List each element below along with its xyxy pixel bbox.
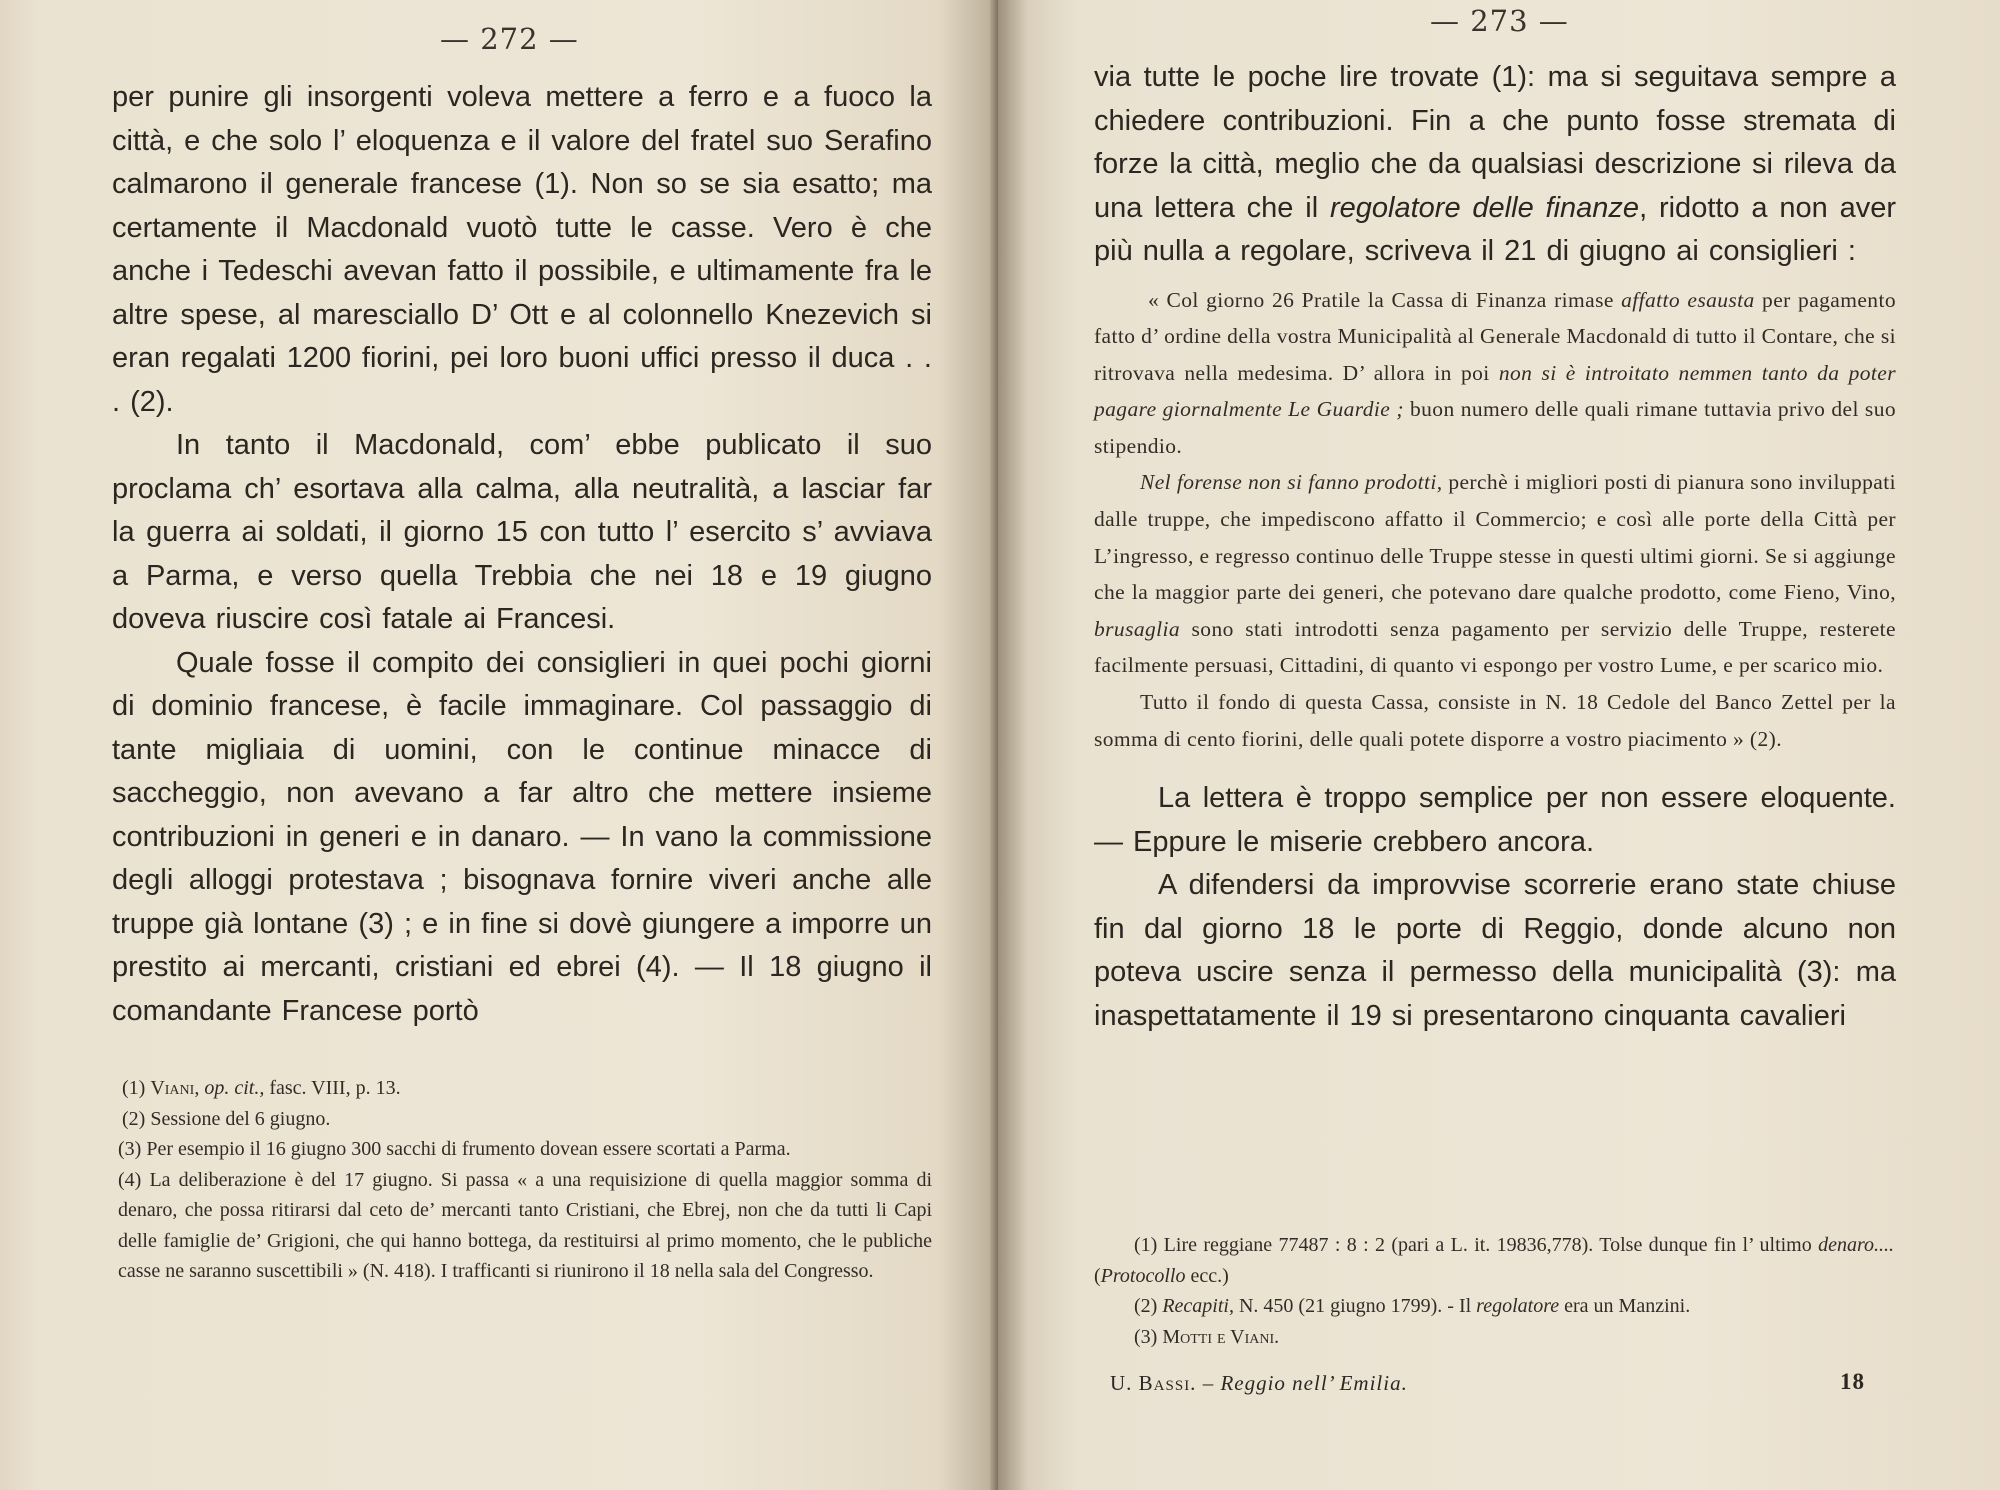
body-paragraph: A difendersi da improvvise scorrerie erano state chiuse fin dal giorno 18 le porte di Reggio, donde alcuno non poteva uscire senza il permesso della municipalità (3): ma inaspettatamente il 19 si presentarono cinquanta cavalieri [1094,869,1896,1032]
footnotes-left [118,1073,933,1287]
page-number-left: — 272 — [440,22,579,56]
body-paragraph: In tanto il Macdonald, com’ ebbe publicato il suo proclama ch’ esortava alla calma, alla neutralità, a lasciar far la guerra ai soldati, il giorno 15 con tutto l’ esercito s’ avviava a Parma, e verso quella Trebbia che nei 18 e 19 giugno doveva riuscire così fatale ai Francesi. [112,429,932,635]
text-run: perchè i migliori posti di pianura sono inviluppati dalle truppe, che impediscono affatto il Commercio; e così alle porte della Città per L’ingresso, e regresso continuo delle Truppe stesse in questi ultimi giorni. Se si aggiunge che la maggior parte dei generi, che potevano dare qualche prodotto, come Fieno, Vino, [1094,470,1896,605]
footnote-number: (2) [1134,1295,1158,1317]
spacer [1094,757,1896,777]
italic-run: regolatore [1476,1295,1560,1317]
page-number-right: — 273 — [1430,4,1569,38]
text-run: per pagamento fatto d’ ordine della vostra Municipalità al Generale Macdonald di tutto il Contare, che si ritrovava nella medesima. D’ allora in poi [1094,287,1896,385]
footnote-number: (3) [1134,1325,1158,1348]
right-page-body [1094,56,1896,1038]
italic-run: brusaglia [1094,616,1181,641]
footnote [122,1073,932,1104]
italic-run: denaro.... [1818,1234,1894,1256]
signature-mark: 18 [1840,1369,1865,1394]
footnote [1094,1291,1894,1322]
italic-run: Nel forense non si fanno prodotti, [1140,470,1443,495]
text-run: era un Manzini. [1559,1295,1691,1317]
footnote-number: (1) [1134,1234,1158,1256]
text-run: N. 450 (21 giugno 1799). - Il [1233,1295,1477,1317]
footnote [118,1165,932,1287]
body-paragraph: per punire gli insorgenti voleva mettere a ferro e a fuoco la città, e che solo l’ eloquenza e il valore del fratel suo Serafino calmarono il generale francese (1). Non so se sia esatto; ma certamente il Macdonald vuotò tutte le casse. Vero è che anche i Tedeschi avevan fatto il possibile, e ultimamente fra le altre spese, al maresciallo D’ Ott e al colonnello Knezevich si eran regalati 1200 fiorini, pei loro buoni uffici presso il duca . . . (2). [112,81,932,418]
italic-run: Protocollo [1100,1264,1186,1287]
running-foot [1110,1369,1865,1396]
running-foot-title: Reggio nell’ Emilia. [1220,1371,1408,1395]
italic-run: affatto esausta [1621,287,1755,312]
italic-run: Recapiti, [1162,1295,1234,1317]
text-run: via tutte le poche lire trovate (1): ma si seguitava sempre a chiedere contribuzioni. Fin a che punto fosse stremata di forze la città, meglio che da qualsiasi descrizione si rileva da una lettera che il [1094,61,1896,224]
footnote-author: Viani, [150,1077,200,1099]
text-run: Lire reggiane 77487 : 8 : 2 (pari a L. it. 19836,778). Tolse dunque fin l’ ultimo [1163,1234,1819,1256]
text-run: ( [1094,1264,1101,1287]
footnote-text: La deliberazione è del 17 giugno. Si passa « a una requisizione di quella maggior somma di denaro, che possa ritirarsi dal ceto de’ mercanti tanto Cristiani, che Ebrej, non che da tutti li Capi delle famiglie de’ Grigioni, che qui hanno bottega, da restituirsi al primo momento, che le publiche casse ne saranno suscettibili » (N. 418). I trafficanti si riunirono il 18 nella sala del Congresso. [118,1168,933,1282]
footnote-text: Motti e Viani. [1162,1325,1280,1348]
left-page [0,0,998,1490]
footnote [1094,1230,1894,1291]
italic-run: regolatore delle finanze [1330,191,1640,224]
text-run: , ridotto a non aver più nulla a regolare, scriveva il 21 di giugno ai consiglieri : [1094,191,1897,267]
text-run: buon numero delle quali rimane tuttavia privo del suo stipendio. [1094,397,1896,458]
body-paragraph [1094,56,1896,274]
text-run: sono stati introdotti senza pagamento per servizio delle Truppe, resterete facilmente persuasi, Cittadini, di quanto vi espongo per vostro Lume, e per scarico mio. [1094,616,1896,678]
footnote-text: Per esempio il 16 giugno 300 sacchi di frumento dovean essere scortati a Parma. [146,1138,791,1160]
footnote [122,1104,932,1135]
quoted-letter [1094,282,1896,465]
text-run: « Col giorno 26 Pratile la Cassa di Finanza rimase [1148,287,1622,312]
quoted-letter [1094,464,1896,684]
footnote-number: (4) [118,1168,142,1191]
italic-run: non si è introitato nemmen tanto da poter pagare giornalmente Le Guardie ; [1094,360,1897,422]
footnotes-right [1094,1230,1894,1352]
footnote [1094,1322,1894,1353]
text-run: ecc.) [1185,1264,1229,1287]
footnote-number: (2) [122,1107,146,1130]
footnote-text: fasc. VIII, p. 13. [269,1077,401,1099]
footnote-number: (3) [118,1138,142,1160]
body-paragraph: La lettera è troppo semplice per non essere eloquente. — Eppure le miserie crebbero ancora. [1094,782,1896,858]
quoted-letter: Tutto il fondo di questa Cassa, consiste in N. 18 Cedole del Banco Zettel per la somma di cento fiorini, delle quali potete disporre a vostro piacimento » (2). [1094,690,1896,751]
left-page-body [112,76,932,1033]
footnote-number: (1) [122,1077,146,1099]
body-paragraph: Quale fosse il compito dei consiglieri in quei pochi giorni di dominio francese, è facile immaginare. Col passaggio di tante migliaia di uomini, con le continue minacce di saccheggio, non avevano a far altro che mettere insieme contribuzioni in generi e in danaro. — In vano la commissione degli alloggi protestava ; bisognava fornire viveri anche alle truppe già lontane (3) ; e in fine si dovè giungere a imporre un prestito ai mercanti, cristiani ed ebrei (4). — Il 18 giugno il comandante Francese portò [112,646,932,1027]
footnote [118,1134,932,1165]
right-page [998,0,2000,1490]
running-foot-dash: – [1196,1371,1221,1395]
running-foot-author: U. Bassi. [1110,1371,1197,1395]
footnote-text: Sessione del 6 giugno. [150,1107,331,1130]
footnote-ref: op. cit., [204,1077,265,1099]
